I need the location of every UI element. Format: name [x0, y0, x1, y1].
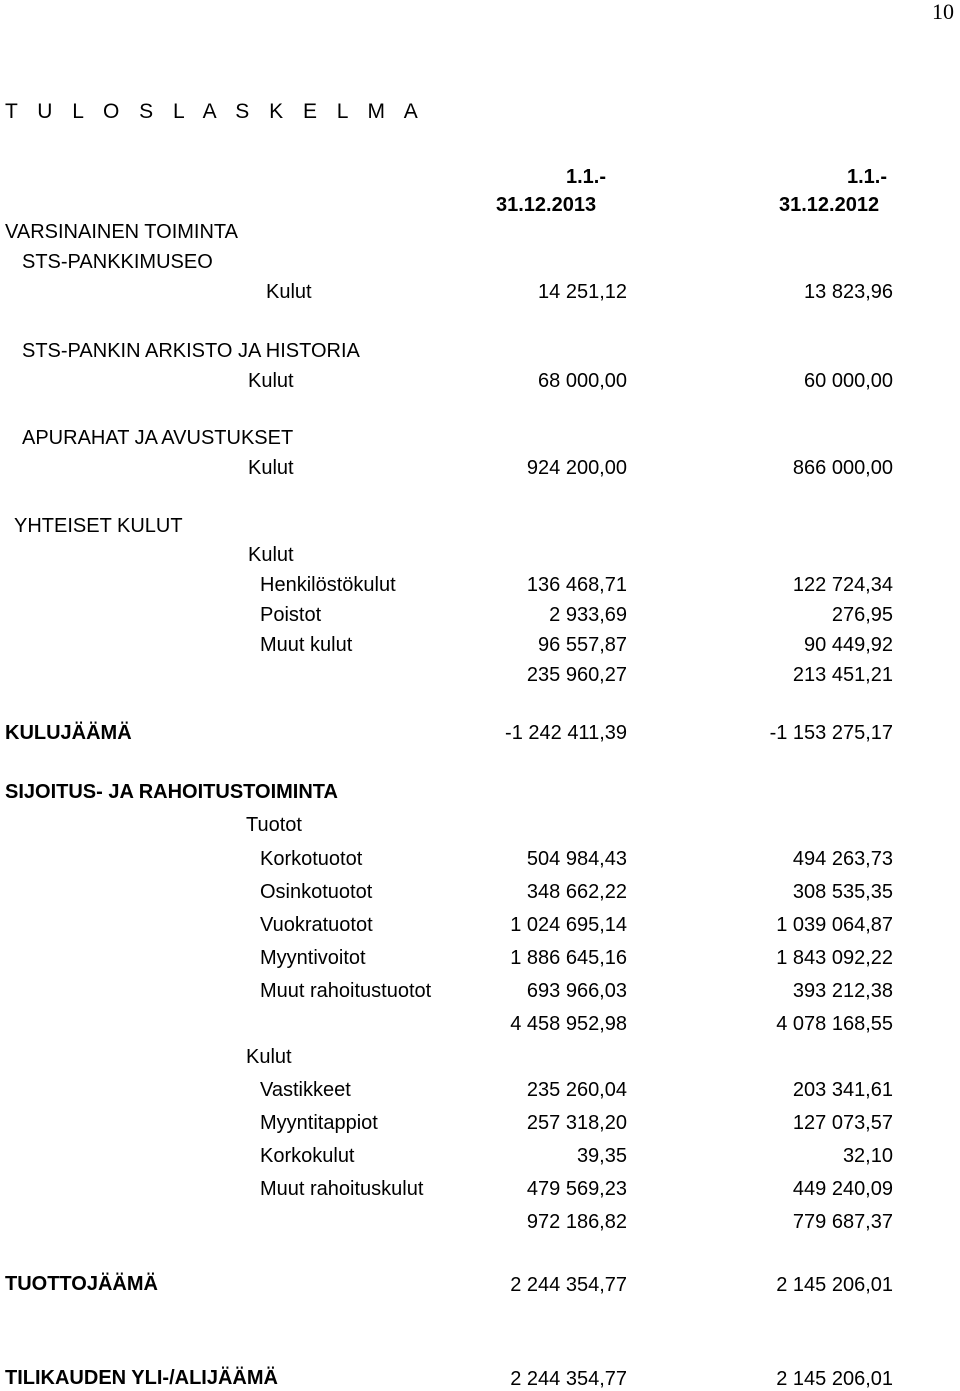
kulujaama-label: KULUJÄÄMÄ — [5, 722, 132, 744]
tuotot-row-2012: 1 843 092,22 — [776, 947, 893, 969]
column-header-2012-line2: 31.12.2012 — [779, 194, 880, 216]
yhteiset-row-2013: 136 468,71 — [526, 574, 627, 596]
subsection-heading-yhteiset: YHTEISET KULUT — [14, 515, 183, 537]
museo-kulut-label: Kulut — [266, 281, 312, 303]
sijoitus-kulut-label: Kulut — [246, 1046, 292, 1068]
tuotot-row-2012: 393 212,38 — [792, 980, 893, 1002]
yhteiset-total-2013: 235 960,27 — [526, 664, 627, 686]
tilikauden-2012: 2 145 206,01 — [776, 1368, 893, 1390]
yhteiset-row-2012: 276,95 — [831, 604, 893, 626]
arkisto-kulut-label: Kulut — [248, 370, 294, 392]
tuotot-row-label: Myyntivoitot — [260, 947, 366, 969]
sijoitus-kulut-total-2012: 779 687,37 — [792, 1211, 893, 1233]
sijoitus-kulut-row-label: Muut rahoituskulut — [260, 1178, 424, 1200]
subsection-heading-arkisto: STS-PANKIN ARKISTO JA HISTORIA — [22, 340, 360, 362]
section-heading-sijoitus: SIJOITUS- JA RAHOITUSTOIMINTA — [5, 781, 338, 803]
yhteiset-kulut-label: Kulut — [248, 544, 294, 566]
tuotot-row-label: Vuokratuotot — [260, 914, 373, 936]
page-number: 10 — [932, 0, 954, 24]
tuotot-label: Tuotot — [246, 814, 302, 836]
tuotot-total-2012: 4 078 168,55 — [776, 1013, 893, 1035]
tuottojaama-label: TUOTTOJÄÄMÄ — [5, 1273, 158, 1295]
tuotot-row-2012: 308 535,35 — [792, 881, 893, 903]
column-header-2013-line2: 31.12.2013 — [496, 194, 597, 216]
tuotot-row-2013: 1 886 645,16 — [510, 947, 627, 969]
apurahat-kulut-2013: 924 200,00 — [526, 457, 627, 479]
section-heading-varsinainen: VARSINAINEN TOIMINTA — [5, 221, 238, 243]
yhteiset-row-label: Muut kulut — [260, 634, 353, 656]
subsection-heading-apurahat: APURAHAT JA AVUSTUKSET — [22, 427, 294, 449]
yhteiset-total-2012: 213 451,21 — [792, 664, 893, 686]
sijoitus-kulut-row-label: Myyntitappiot — [260, 1112, 378, 1134]
tuotot-total-2013: 4 458 952,98 — [510, 1013, 627, 1035]
museo-kulut-2013: 14 251,12 — [538, 281, 627, 303]
sijoitus-kulut-row-2013: 257 318,20 — [526, 1112, 627, 1134]
sijoitus-kulut-row-label: Korkokulut — [260, 1145, 355, 1167]
yhteiset-row-2013: 2 933,69 — [549, 604, 627, 626]
yhteiset-row-label: Henkilöstökulut — [260, 574, 396, 596]
kulujaama-2012: -1 153 275,17 — [769, 722, 893, 744]
tuotot-row-label: Korkotuotot — [260, 848, 363, 870]
tuotot-row-2012: 494 263,73 — [792, 848, 893, 870]
kulujaama-2013: -1 242 411,39 — [505, 722, 627, 744]
page-title: T U L O S L A S K E L M A — [5, 100, 425, 123]
tuotot-row-2012: 1 039 064,87 — [776, 914, 893, 936]
sijoitus-kulut-row-2012: 32,10 — [842, 1145, 893, 1167]
tuotot-row-2013: 504 984,43 — [526, 848, 627, 870]
sijoitus-kulut-row-2013: 39,35 — [576, 1145, 627, 1167]
tilikauden-label: TILIKAUDEN YLI-/ALIJÄÄMÄ — [5, 1367, 278, 1389]
subsection-heading-museo: STS-PANKKIMUSEO — [22, 251, 213, 273]
yhteiset-row-2012: 122 724,34 — [792, 574, 893, 596]
museo-kulut-2012: 13 823,96 — [804, 281, 893, 303]
sijoitus-kulut-row-2012: 449 240,09 — [792, 1178, 893, 1200]
tuotot-row-label: Osinkotuotot — [260, 881, 373, 903]
tuotot-row-2013: 1 024 695,14 — [510, 914, 627, 936]
arkisto-kulut-2012: 60 000,00 — [804, 370, 893, 392]
column-header-2012-line1: 1.1.- — [847, 166, 888, 188]
sijoitus-kulut-row-label: Vastikkeet — [260, 1079, 351, 1101]
yhteiset-row-2012: 90 449,92 — [804, 634, 893, 656]
apurahat-kulut-2012: 866 000,00 — [792, 457, 893, 479]
sijoitus-kulut-row-2012: 203 341,61 — [792, 1079, 893, 1101]
tuottojaama-2013: 2 244 354,77 — [510, 1274, 627, 1296]
apurahat-kulut-label: Kulut — [248, 457, 294, 479]
yhteiset-row-label: Poistot — [260, 604, 322, 626]
tuotot-row-label: Muut rahoitustuotot — [260, 980, 432, 1002]
yhteiset-row-2013: 96 557,87 — [538, 634, 627, 656]
sijoitus-kulut-row-2012: 127 073,57 — [792, 1112, 893, 1134]
arkisto-kulut-2013: 68 000,00 — [538, 370, 627, 392]
tilikauden-2013: 2 244 354,77 — [510, 1368, 627, 1390]
tuotot-row-2013: 348 662,22 — [526, 881, 627, 903]
column-header-2013-line1: 1.1.- — [566, 166, 607, 188]
tuotot-row-2013: 693 966,03 — [526, 980, 627, 1002]
sijoitus-kulut-total-2013: 972 186,82 — [526, 1211, 627, 1233]
sijoitus-kulut-row-2013: 235 260,04 — [526, 1079, 627, 1101]
tuottojaama-2012: 2 145 206,01 — [776, 1274, 893, 1296]
sijoitus-kulut-row-2013: 479 569,23 — [526, 1178, 627, 1200]
